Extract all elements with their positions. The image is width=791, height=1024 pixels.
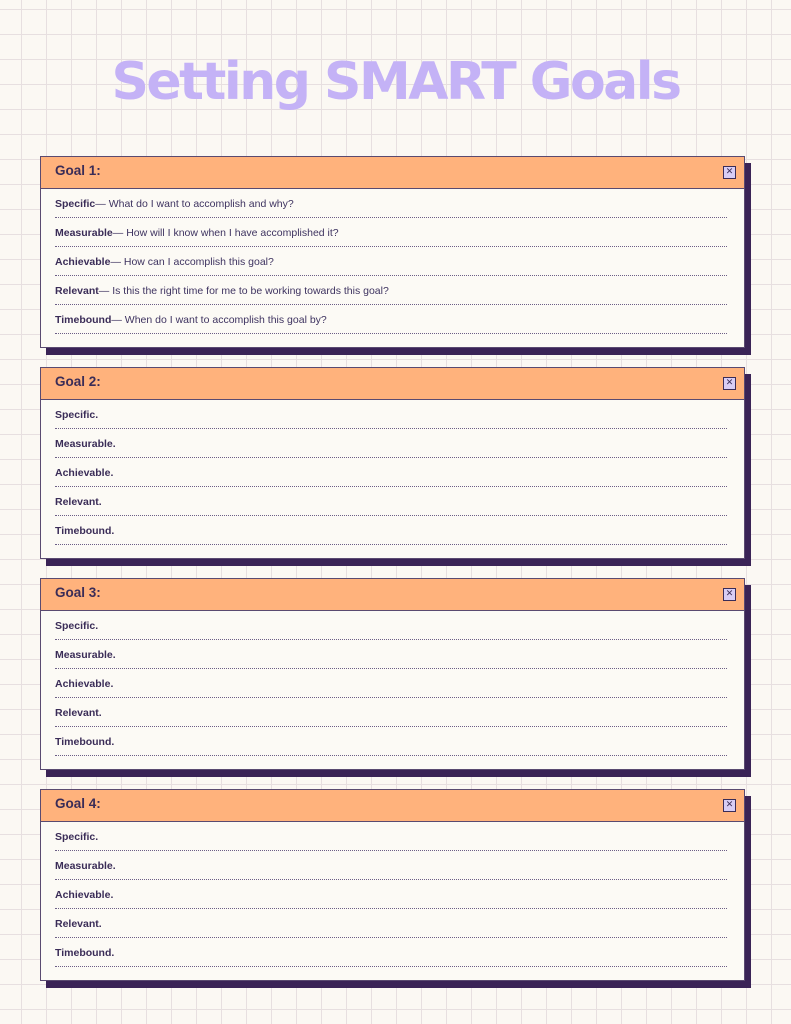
goal-row-timebound[interactable] bbox=[55, 938, 727, 967]
page-title: Setting SMART Goals bbox=[111, 52, 680, 112]
row-label: Specific. bbox=[55, 408, 99, 421]
goal-row-achievable[interactable] bbox=[55, 247, 727, 276]
row-label: Relevant. bbox=[55, 495, 102, 508]
row-label: Measurable. bbox=[55, 859, 116, 872]
goal-header bbox=[41, 579, 744, 611]
goal-row-measurable[interactable] bbox=[55, 640, 727, 669]
row-label: Measurable bbox=[55, 226, 113, 239]
row-label: Achievable. bbox=[55, 677, 114, 690]
goal-row-specific[interactable] bbox=[55, 189, 727, 218]
goal-header bbox=[41, 790, 744, 822]
row-description: — What do I want to accomplish and why? bbox=[95, 197, 294, 210]
goal-header bbox=[41, 368, 744, 400]
row-label: Achievable. bbox=[55, 466, 114, 479]
goal-title: Goal 3: bbox=[55, 585, 101, 600]
row-label: Relevant bbox=[55, 284, 99, 297]
row-label: Specific bbox=[55, 197, 96, 210]
goal-row-achievable[interactable] bbox=[55, 880, 727, 909]
close-icon[interactable]: ✕ bbox=[723, 166, 736, 179]
row-label: Specific. bbox=[55, 619, 99, 632]
row-label: Measurable. bbox=[55, 437, 116, 450]
goal-row-relevant[interactable] bbox=[55, 909, 727, 938]
goal-row-relevant[interactable] bbox=[55, 276, 727, 305]
close-icon[interactable]: ✕ bbox=[723, 799, 736, 812]
goal-card-4 bbox=[40, 789, 745, 981]
row-description: — How will I know when I have accomplished it? bbox=[112, 226, 339, 239]
goal-row-measurable[interactable] bbox=[55, 218, 727, 247]
row-label: Specific. bbox=[55, 830, 99, 843]
goal-row-measurable[interactable] bbox=[55, 429, 727, 458]
goal-row-achievable[interactable] bbox=[55, 669, 727, 698]
row-label: Measurable. bbox=[55, 648, 116, 661]
goal-row-achievable[interactable] bbox=[55, 458, 727, 487]
goal-card-3 bbox=[40, 578, 745, 770]
row-label: Timebound. bbox=[55, 524, 115, 537]
row-label: Relevant. bbox=[55, 706, 102, 719]
goal-row-relevant[interactable] bbox=[55, 487, 727, 516]
row-description: — Is this the right time for me to be working towards this goal? bbox=[98, 284, 389, 297]
row-description: — When do I want to accomplish this goal by? bbox=[111, 313, 327, 326]
row-label: Relevant. bbox=[55, 917, 102, 930]
goal-title: Goal 2: bbox=[55, 374, 101, 389]
close-icon[interactable]: ✕ bbox=[723, 377, 736, 390]
row-label: Timebound. bbox=[55, 946, 115, 959]
goal-row-timebound[interactable] bbox=[55, 305, 727, 334]
goal-row-timebound[interactable] bbox=[55, 727, 727, 756]
close-icon[interactable]: ✕ bbox=[723, 588, 736, 601]
goal-title: Goal 4: bbox=[55, 796, 101, 811]
row-label: Timebound. bbox=[55, 735, 115, 748]
goal-row-measurable[interactable] bbox=[55, 851, 727, 880]
goal-row-specific[interactable] bbox=[55, 822, 727, 851]
goal-card-2 bbox=[40, 367, 745, 559]
goal-card-1 bbox=[40, 156, 745, 348]
goal-title: Goal 1: bbox=[55, 163, 101, 178]
goal-panel bbox=[40, 367, 745, 559]
row-label: Achievable bbox=[55, 255, 111, 268]
goal-row-relevant[interactable] bbox=[55, 698, 727, 727]
goal-row-timebound[interactable] bbox=[55, 516, 727, 545]
goal-row-specific[interactable] bbox=[55, 400, 727, 429]
goal-row-specific[interactable] bbox=[55, 611, 727, 640]
row-description: — How can I accomplish this goal? bbox=[110, 255, 274, 268]
goal-header bbox=[41, 157, 744, 189]
goal-panel bbox=[40, 578, 745, 770]
goal-panel bbox=[40, 156, 745, 348]
row-label: Achievable. bbox=[55, 888, 114, 901]
goal-panel bbox=[40, 789, 745, 981]
row-label: Timebound bbox=[55, 313, 112, 326]
